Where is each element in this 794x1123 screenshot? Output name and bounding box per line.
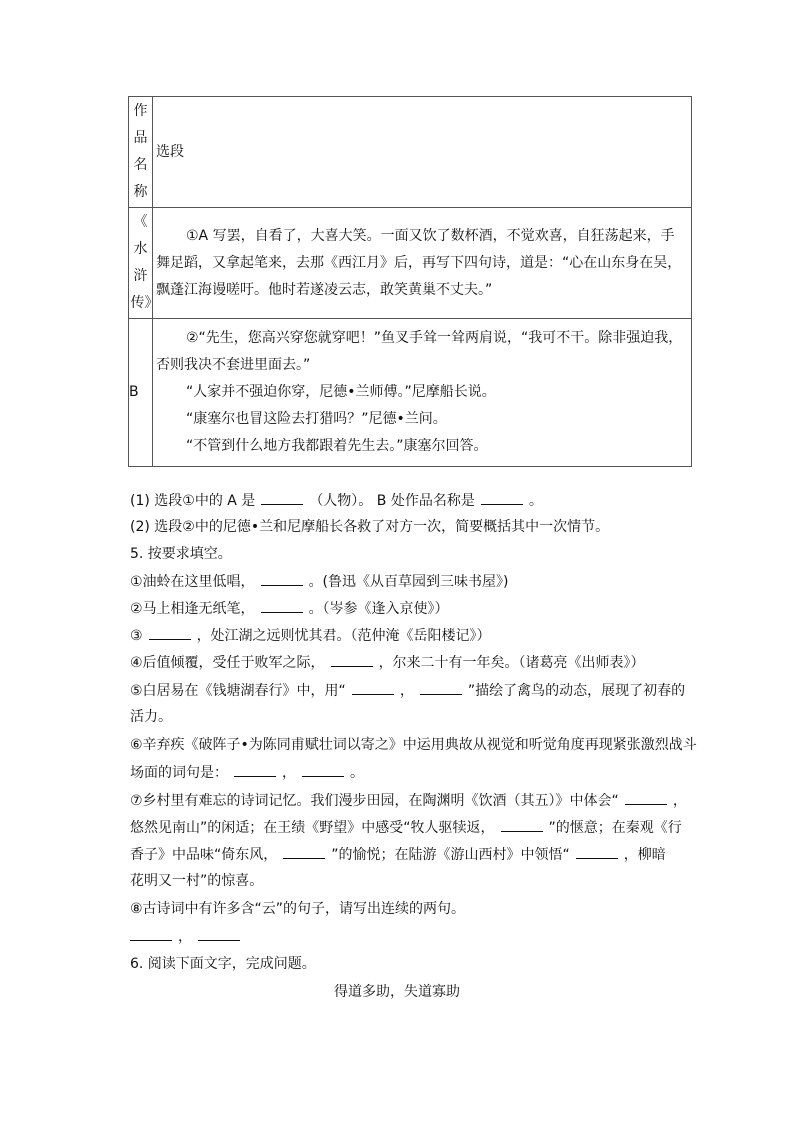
answer-blank[interactable] — [302, 762, 344, 777]
fill-item-3: ③ ，处江湖之远则忧其君。（范仲淹《岳阳楼记》） — [130, 625, 695, 646]
question-4-2: (2) 选段②中的尼德•兰和尼摩船长各救了对方一次，简要概括其中一次情节。 — [130, 519, 610, 535]
fill-item-8-answer: ， — [130, 926, 695, 947]
fill-item-1: ①油蛉在这里低唱， 。(鲁迅《从百草园到三味书屋》) — [130, 571, 695, 592]
answer-blank[interactable] — [501, 817, 543, 832]
row1-excerpt-cell — [153, 208, 692, 319]
fill-item-5-cont: 活力。 — [130, 709, 172, 725]
table-row-2 — [129, 319, 692, 467]
row1-char: 水 — [133, 241, 148, 257]
row2-excerpt-cell — [153, 319, 692, 467]
essay-title: 得道多助，失道寡助 — [334, 984, 460, 1000]
row2-work-name-cell: B — [129, 319, 153, 467]
answer-blank[interactable] — [420, 680, 462, 695]
fill-item-8: ⑧古诗词中有许多含“云”的句子，请写出连续的两句。 — [130, 901, 466, 917]
question-5-title: 5. 按要求填空。 — [130, 546, 232, 562]
answer-blank[interactable] — [331, 652, 373, 667]
answer-blank[interactable] — [234, 762, 276, 777]
header-char: 名 — [133, 157, 148, 173]
answer-blank[interactable] — [261, 490, 303, 505]
header-char: 称 — [133, 184, 148, 200]
works-table — [128, 96, 692, 467]
header-excerpt-cell: 选段 — [153, 97, 692, 208]
fill-item-5: ⑤白居易在《钱塘湖春行》中，用“ ， ”描绘了禽鸟的动态，展现了初春的 — [130, 680, 695, 701]
fill-item-6: ⑥辛弃疾《破阵子•为陈同甫赋壮词以寄之》中运用典故从视觉和听觉角度再现紧张激烈战斗 — [130, 737, 697, 753]
answer-blank[interactable] — [261, 571, 303, 586]
answer-blank[interactable] — [625, 790, 667, 805]
header-char: 作 — [133, 103, 148, 119]
row1-char: 浒 — [133, 268, 148, 284]
answer-blank[interactable] — [198, 926, 240, 941]
excerpt-2-para-3: “康塞尔也冒这险去打猎吗？”尼德•兰问。 — [186, 411, 447, 427]
fill-item-7-line-2: 悠然见南山”的闲适；在王绩《野望》中感受“牧人驱犊返， ”的惬意；在秦观《行 — [130, 817, 695, 838]
question-4-1: (1) 选段①中的 A 是 （人物）。 B 处作品名称是 。 — [130, 490, 695, 511]
fill-item-4: ④后值倾覆，受任于败军之际， ，尔来二十有一年矣。（诸葛亮《出师表》） — [130, 652, 695, 673]
header-work-name-cell — [129, 97, 153, 208]
fill-item-6-cont: 场面的词句是： ， 。 — [130, 762, 695, 783]
header-char: 品 — [133, 130, 148, 146]
answer-blank[interactable] — [283, 844, 325, 859]
table-header-row — [129, 97, 692, 208]
answer-blank[interactable] — [481, 490, 523, 505]
excerpt-2-para-4: “不管到什么地方我都跟着先生去。”康塞尔回答。 — [186, 438, 488, 454]
excerpt-1: ①A 写罢，自看了，大喜大笑。一面又饮了数杯酒，不觉欢喜，自狂荡起来，手舞足蹈，又拿起笔来，去那《西江月》后，再写下四句诗，道是：“心在山东身在吴，飘蓬江海谩嗟吁。他时若遂凌云志，敢笑黄巢不丈夫。” — [156, 227, 682, 298]
fill-item-7-line-1: ⑦乡村里有难忘的诗词记忆。我们漫步田园，在陶渊明《饮酒（其五）》中体会“ ， — [130, 790, 695, 811]
answer-blank[interactable] — [149, 625, 191, 640]
row1-work-name-cell — [129, 208, 159, 319]
table-row-1 — [129, 208, 692, 319]
fill-item-7-line-3: 香子》中品味“倚东风， ”的愉悦；在陆游《游山西村》中领悟“ ，柳暗 — [130, 844, 695, 865]
answer-blank[interactable] — [576, 844, 618, 859]
excerpt-2-para-1: ②“先生，您高兴穿您就穿吧！”鱼叉手耸一耸两肩说，“我可不干。除非强迫我，否则我决不套进里面去。” — [156, 330, 683, 373]
question-6-title: 6. 阅读下面文字，完成问题。 — [130, 956, 316, 972]
answer-blank[interactable] — [130, 926, 172, 941]
answer-blank[interactable] — [352, 680, 394, 695]
fill-item-7-line-4: 花明又一村”的惊喜。 — [130, 873, 264, 889]
excerpt-2-para-2: “人家并不强迫你穿，尼德•兰师傅。”尼摩船长说。 — [186, 384, 496, 400]
fill-item-2: ②马上相逢无纸笔， 。（岑参《逢入京使》） — [130, 598, 695, 619]
row1-char: 传》 — [130, 295, 159, 311]
row1-char: 《 — [133, 214, 148, 230]
answer-blank[interactable] — [261, 598, 303, 613]
